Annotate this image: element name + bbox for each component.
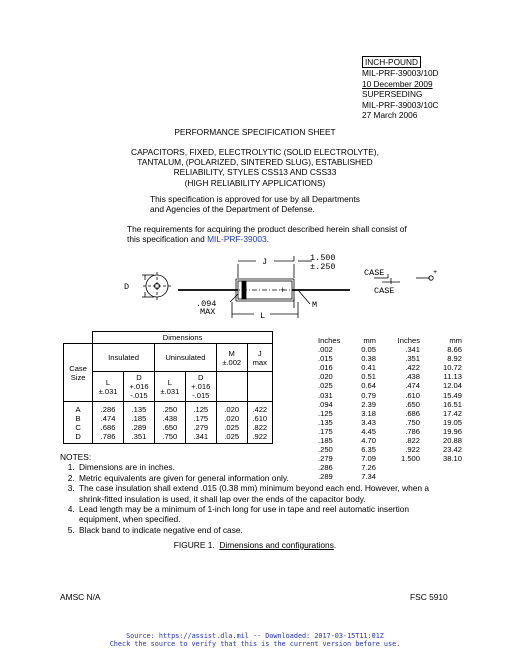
conversion-row: [318, 354, 462, 363]
fsc-label: FSC 5910: [410, 592, 448, 602]
j-header: [247, 344, 272, 372]
source-line: Check the source to verify that this is the current version before use.: [109, 640, 401, 649]
table-cell: .474: [100, 413, 116, 423]
table-cell: .922: [252, 431, 268, 441]
previous-doc-number: MIL-PRF-39003/10C: [362, 99, 439, 110]
requirements-suffix: .: [266, 234, 269, 245]
ins-l-column: [93, 402, 124, 444]
conversion-cell: .474: [405, 381, 420, 391]
conversion-cell: .422: [405, 363, 420, 373]
un-d-column: [185, 402, 216, 444]
table-cell: .025: [224, 422, 240, 432]
m-subheader-blank: [216, 372, 247, 402]
un-l-subheader: [154, 372, 185, 402]
table-cell: .020: [224, 404, 240, 414]
sub-line: ±.031: [160, 386, 180, 396]
mil-prf-39003-link[interactable]: MIL-PRF-39003: [207, 234, 267, 245]
conversion-cell: 16.51: [442, 399, 462, 409]
table-cell: .610: [252, 413, 268, 423]
m-header-line: ±.002: [222, 357, 242, 367]
j-header-line: J: [257, 348, 262, 358]
conversion-cell: 0.38: [361, 354, 376, 364]
conversion-cell: 4.45: [361, 426, 376, 436]
inch-pound-label: INCH-POUND: [362, 56, 421, 68]
j-subheader-blank: [247, 372, 272, 402]
doc-number: MIL-PRF-39003/10D: [362, 68, 439, 79]
previous-doc-date: 27 March 2006: [362, 110, 418, 121]
notes-section: [60, 452, 450, 535]
note-item: 3. The case insulation shall extend .015 (0.38 mm) minimum beyond each end. However, when a shrink-fitted insulation is used, it shall lap over the ends of the capacitor body.: [77, 483, 450, 504]
table-cell: A: [75, 404, 81, 414]
ins-d-column: [123, 402, 154, 444]
conversion-cell: 8.92: [447, 354, 462, 364]
approval-statement: [150, 194, 360, 214]
conversion-row: [318, 400, 462, 409]
conversion-cell: .185: [318, 436, 333, 446]
table-cell: .650: [162, 422, 178, 432]
conversion-cell: .125: [318, 408, 333, 418]
table-cell: .125: [193, 404, 209, 414]
conversion-cell: 19.96: [442, 426, 462, 436]
schematic-case-label-2: CASE: [374, 286, 395, 296]
sub-line: +.016: [129, 382, 149, 391]
sub-line: D: [136, 373, 142, 382]
sub-line: D: [198, 373, 204, 382]
requirements-line: The requirements for acquiring the product described herein shall consist of: [127, 224, 407, 234]
conversion-row: [318, 427, 462, 436]
figure-caption-text: Dimensions and configurations: [219, 540, 334, 550]
drawing-plus-sign: +: [280, 286, 286, 296]
conversion-cell: 1.500: [400, 454, 420, 464]
page-title: PERFORMANCE SPECIFICATION SHEET: [174, 127, 336, 137]
conversion-cell: .289: [318, 472, 333, 482]
conversion-cell: 4.70: [361, 436, 376, 446]
capacitor-drawing: [120, 248, 450, 330]
conversion-cell: 11.13: [443, 372, 462, 382]
table-cell: .279: [193, 422, 209, 432]
table-cell: B: [75, 413, 81, 423]
subtitle-line: (HIGH RELIABILITY APPLICATIONS): [184, 177, 326, 188]
schematic-plus-sign: +: [433, 269, 438, 277]
sub-line: -.015: [192, 391, 210, 400]
case-size-header: [64, 344, 93, 402]
notes-list: [60, 462, 450, 535]
drawing-label-l: L: [260, 311, 266, 321]
sub-line: -.015: [130, 391, 148, 400]
conversion-cell: .135: [318, 417, 333, 427]
ins-d-subheader: [123, 372, 154, 402]
conversion-row: [318, 418, 462, 427]
conversion-cell: .438: [405, 372, 420, 382]
case-size-line: Size: [70, 372, 86, 382]
conversion-cell: .031: [318, 390, 333, 400]
conversion-cell: 17.42: [442, 408, 462, 418]
conversion-cell: .650: [405, 399, 420, 409]
conversion-cell: 7.09: [361, 454, 376, 464]
conversion-cell: 6.35: [361, 445, 376, 455]
drawing-max-label: MAX: [200, 307, 216, 317]
note-item: 5. Black band to indicate negative end of case.: [77, 525, 450, 535]
conversion-row: [318, 345, 462, 354]
conversion-cell: .686: [405, 408, 420, 418]
conversion-cell: 7.34: [361, 472, 376, 482]
conversion-cell: .020: [318, 372, 333, 382]
dimensions-table: [63, 331, 273, 444]
figure-label: FIGURE 1.: [173, 540, 215, 550]
table-cell: .750: [162, 431, 178, 441]
case-size-line: Case: [69, 363, 87, 373]
case-column: [64, 402, 93, 444]
table-cell: C: [75, 422, 81, 432]
drawing-lead-length: 1.500: [310, 253, 336, 263]
conversion-row: [318, 436, 462, 445]
approval-line: and Agencies of the Department of Defense.: [150, 204, 315, 215]
table-cell: .686: [100, 422, 116, 432]
conversion-cell: 19.05: [442, 417, 462, 427]
conversion-cell: 0.05: [361, 345, 376, 355]
conversion-cell: .286: [318, 463, 333, 473]
figure-caption: [0, 540, 510, 550]
table-cell: .341: [193, 431, 209, 441]
table-cell: .422: [252, 404, 268, 414]
un-d-subheader: [185, 372, 216, 402]
conversion-row: [318, 363, 462, 372]
ins-l-subheader: [93, 372, 124, 402]
conversion-cell: .351: [405, 354, 420, 364]
conversion-cell: 3.43: [361, 417, 376, 427]
table-cell: .351: [131, 431, 147, 441]
conversion-cell: .025: [318, 381, 333, 391]
conversion-row: [318, 391, 462, 400]
conversion-row: [318, 372, 462, 381]
superseding-label: SUPERSEDING: [362, 89, 423, 100]
conversion-cell: 0.79: [361, 390, 376, 400]
note-item: 4. Lead length may be a minimum of 1-inch long for use in tape and reel automatic insertion equipment, when specified.: [77, 504, 450, 525]
conversion-cell: .922: [405, 445, 420, 455]
drawing-lead-tolerance: ±.250: [310, 262, 336, 272]
conversion-cell: 23.42: [442, 445, 462, 455]
drawing-lead-diameter: .094: [196, 299, 217, 309]
requirements-prefix: this specification and: [127, 234, 208, 245]
table-cell: .135: [131, 404, 147, 414]
schematic-case-label: CASE: [364, 268, 385, 278]
table-cell: .786: [100, 431, 116, 441]
note-item: 1. Dimensions are in inches.: [77, 462, 450, 472]
conversion-cell: 7.26: [361, 463, 376, 473]
table-cell: .025: [224, 431, 240, 441]
conversion-cell: .094: [318, 399, 333, 409]
conversion-cell: 38.10: [442, 454, 462, 464]
sub-line: L: [167, 377, 172, 387]
amsc-label: AMSC N/A: [60, 592, 101, 602]
conv-header: Inches: [397, 336, 420, 345]
conversion-cell: 8.66: [447, 345, 462, 355]
sub-line: +.016: [191, 382, 211, 391]
drawing-label-d: D: [124, 282, 130, 292]
conversion-cell: .015: [318, 354, 333, 364]
m-header: [216, 344, 247, 372]
approval-line: This specification is approved for use by all Departments: [150, 194, 360, 204]
source-footer: [0, 632, 510, 649]
conversion-cell: 2.39: [361, 399, 376, 409]
doc-date: 10 December 2009: [362, 78, 433, 89]
table-cell: .175: [193, 413, 209, 423]
conversion-cell: 0.51: [361, 372, 376, 382]
conversion-cell: .786: [405, 426, 420, 436]
conversion-cell: .250: [318, 445, 333, 455]
conversion-cell: .610: [405, 390, 420, 400]
conversion-cell: 3.18: [361, 408, 376, 418]
drawing-label-m: M: [312, 300, 318, 310]
subtitle: [0, 147, 510, 188]
conv-header: Inches: [318, 336, 341, 345]
m-column: [216, 402, 247, 444]
notes-heading: NOTES:: [60, 452, 92, 462]
subtitle-line: TANTALUM, (POLARIZED, SINTERED SLUG), ESTABLISHED: [137, 157, 373, 168]
conversion-cell: 0.41: [361, 363, 376, 373]
source-line: Source: https://assist.dla.mil -- Downloaded: 2017-03-15T11:01Z: [126, 632, 384, 640]
dimensions-group-header: Dimensions: [93, 332, 273, 344]
requirements-line-2: [127, 234, 407, 244]
note-item: 2. Metric equivalents are given for general information only.: [77, 473, 450, 483]
figure-period: .: [333, 540, 337, 550]
conversion-cell: .750: [405, 417, 420, 427]
table-cell: .822: [252, 422, 268, 432]
insulated-header: Insulated: [93, 344, 155, 372]
sub-line: L: [105, 377, 111, 387]
conversion-cell: .175: [318, 426, 333, 436]
table-cell: .250: [162, 404, 178, 414]
subtitle-line: RELIABILITY, STYLES CSS13 AND CSS33: [173, 167, 337, 178]
uninsulated-header: Uninsulated: [154, 344, 216, 372]
empty-corner: [64, 332, 93, 344]
requirements-statement: [127, 224, 407, 244]
j-column: [247, 402, 272, 444]
table-cell: .289: [131, 422, 147, 432]
conversion-cell: .016: [318, 363, 333, 373]
table-cell: .438: [162, 413, 178, 423]
m-header-line: M: [228, 348, 235, 358]
conversion-row: [318, 381, 462, 390]
conversion-cell: .279: [318, 454, 333, 464]
conversion-cell: 10.72: [442, 363, 462, 373]
table-cell: D: [75, 431, 81, 441]
conversion-cell: 0.64: [361, 381, 376, 391]
drawing-label-j: J: [262, 257, 268, 267]
table-cell: .286: [100, 404, 116, 414]
conversion-cell: .341: [405, 345, 420, 355]
table-cell: .020: [224, 413, 240, 423]
conversion-row: [318, 409, 462, 418]
conversion-cell: 20.88: [442, 436, 462, 446]
un-l-column: [154, 402, 185, 444]
conversion-cell: .002: [318, 345, 333, 355]
sub-line: ±.031: [98, 386, 118, 396]
j-header-line: max: [252, 357, 267, 367]
conversion-cell: 12.04: [442, 381, 462, 391]
conversion-cell: 15.49: [442, 390, 462, 400]
table-cell: .185: [131, 413, 147, 423]
conv-header: mm: [449, 336, 462, 345]
subtitle-line: CAPACITORS, FIXED, ELECTROLYTIC (SOLID ELECTROLYTE),: [131, 147, 379, 157]
conv-header: mm: [363, 336, 376, 345]
conversion-cell: .822: [405, 436, 420, 446]
document-header: [362, 56, 439, 120]
